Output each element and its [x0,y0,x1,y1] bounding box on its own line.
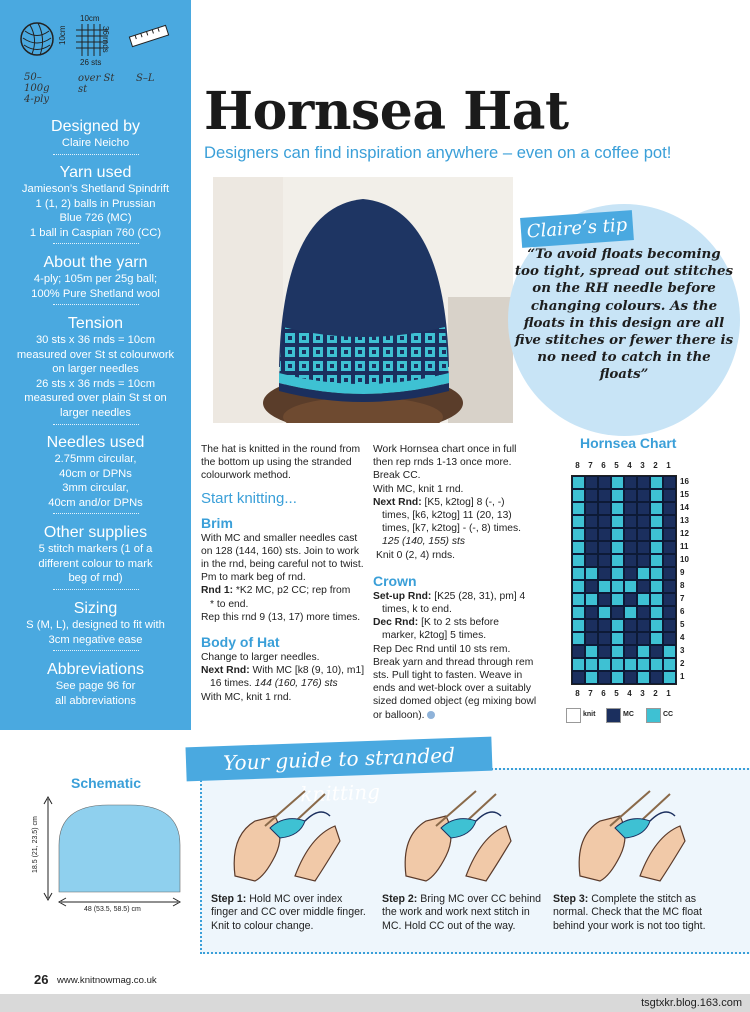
step-1 [211,893,371,933]
chart-cell [598,619,611,632]
chart-cell [624,645,637,658]
chart-cell [624,606,637,619]
next-rnd-line [201,664,367,677]
chart-cell [585,489,598,502]
chart-cell [611,580,624,593]
other-supplies-line: 5 stitch markers (1 of a [38,543,153,555]
chart-col-label: 7 [588,461,593,470]
needles-section [0,433,191,514]
rnd1-cont: * to end. [210,598,249,610]
chart-cell [585,645,598,658]
chart-cell [624,593,637,606]
dec-label: Dec Rnd: [373,617,419,629]
rnd1-line [201,584,367,597]
chart-cell [598,593,611,606]
gauge-width: 10cm [80,14,100,23]
gauge-sts: 26 sts [80,58,102,67]
chart-row-label: 8 [680,581,685,590]
chart-cell [572,502,585,515]
chart-cell [650,593,663,606]
legend-swatch-knit [566,708,581,723]
chart-cell [572,489,585,502]
chart-cell [598,528,611,541]
chart-cell [572,658,585,671]
handwritten-over: over St st [78,73,115,95]
chart-cell [637,593,650,606]
hat-photo [213,177,513,423]
chart-col-label: 6 [601,461,606,470]
chart-cell [585,632,598,645]
step-3-text: Complete the stitch as normal. Check that the MC float behind your work is not too tight. [553,893,706,932]
rep-dec: Rep Dec Rnd until 10 sts rem. [373,643,511,655]
step-3 [553,893,721,933]
yarn-line: 1 (1, 2) balls in Prussian [35,197,156,210]
handwritten-weight: 50–100g 4-ply [24,72,50,105]
chart-cell [572,593,585,606]
divider [53,154,139,155]
brim-heading: Brim [201,514,233,531]
chart-row-label: 16 [680,477,689,486]
chart-cell [598,489,611,502]
chart-cell [585,619,598,632]
needles-line: 3mm circular, [62,482,129,495]
about-yarn-line: 4-ply; 105m per 25g ball; [33,273,158,285]
abbreviations-line: all abbreviations [55,694,136,707]
next-rnd-sts: 144 (160, 176) sts [254,678,338,690]
chart-cell [650,554,663,567]
chart-cell [598,658,611,671]
next-rnd-line-2 [373,496,539,509]
chart-cell [637,515,650,528]
setup-text: [K25 (28, 31), pm] 4 [434,590,526,602]
step-3-illustration [570,786,690,886]
tension-line: measured over St st colourwork [16,348,175,361]
footer-bar [0,994,750,1012]
website-link[interactable]: www.knitnowmag.co.uk [57,975,157,986]
chart-cell [572,580,585,593]
step-2-illustration [396,786,516,886]
chart-cell [637,554,650,567]
chart-cell [624,619,637,632]
chart-cell [572,554,585,567]
finish-text [373,656,539,722]
legend-label-knit: knit [583,711,596,718]
about-yarn-heading: About the yarn [43,254,148,271]
chart-cell [637,528,650,541]
chart-cell [611,528,624,541]
chart-cell [663,606,676,619]
chart-row-label: 5 [680,620,685,629]
chart-cell [663,489,676,502]
chart-cell [611,502,624,515]
chart-cell [611,476,624,489]
yarn-line: Blue 726 (MC) [59,212,132,225]
chart-cell [663,541,676,554]
chart-cell [572,645,585,658]
tension-line: measured over plain St st on [24,392,167,405]
chart-cell [650,541,663,554]
chart-cell [637,567,650,580]
chart-cell [572,619,585,632]
page-subtitle: Designers can find inspiration anywhere – even on a coffee pot! [204,143,672,162]
ruler-icon [128,24,170,48]
chart-cell [663,567,676,580]
chart-cell [611,593,624,606]
sidebar [0,0,191,730]
abbreviations-heading: Abbreviations [47,661,144,678]
step-1-text: Hold MC over index finger and CC over middle finger. Knit to colour change. [211,893,366,932]
chart-legend [566,707,706,723]
chart-cell [611,606,624,619]
crown-heading: Crown [373,572,417,589]
other-supplies-heading: Other supplies [43,524,148,541]
chart-row-label: 7 [680,594,685,603]
chart-cell [572,567,585,580]
chart-cell [650,476,663,489]
next-rnd-l3: times, [k7, k2tog] - (-, 8) times. [382,523,522,535]
chart-cell [572,606,585,619]
legend-swatch-cc [646,708,661,723]
chart-cell [624,476,637,489]
next-rnd-label: Next Rnd: [201,665,250,677]
next-rnd-sts-line [373,535,539,548]
sizing-line: S (M, L), designed to fit with [26,619,165,631]
chart-cell [624,580,637,593]
chart-cell [624,567,637,580]
chart-col-label: 2 [653,461,658,470]
end-bullet-icon [427,711,435,719]
handwritten-size: S–L [136,73,155,84]
rnd1-text: *K2 MC, p2 CC; rep from [235,585,351,597]
divider [53,424,139,425]
rnd1-label: Rnd 1: [201,585,234,597]
intro-text: The hat is knitted in the round from the bottom up using the stranded colourwork method. [201,444,361,482]
chart-row-label: 4 [680,633,685,642]
chart-cell [663,580,676,593]
chart-cell [611,554,624,567]
abbreviations-section [0,660,191,708]
chart-cell [624,502,637,515]
chart-cell [663,658,676,671]
chart-cell [637,541,650,554]
page-title: Hornsea Hat [204,81,569,142]
setup-label: Set-up Rnd: [373,590,432,602]
chart-cell [637,645,650,658]
divider [53,243,139,244]
chart-cell [611,619,624,632]
chart-col-label: 4 [627,689,632,698]
chart-cell [598,554,611,567]
chart-cell [598,671,611,684]
chart-cell [598,541,611,554]
chart-cell [598,606,611,619]
chart-cell [663,476,676,489]
chart-row-label: 9 [680,568,685,577]
chart-cell [624,658,637,671]
body-heading: Body of Hat [201,634,280,651]
chart-cell [585,515,598,528]
chart-cell [624,632,637,645]
chart-cell [637,502,650,515]
chart-cell [650,671,663,684]
knit0: Knit 0 (2, 4) rnds. [376,549,455,561]
chart-cell [624,541,637,554]
next-rnd-text-2: [K5, k2tog] 8 (-, -) [424,496,505,508]
finish-body: Break yarn and thread through rem sts. Pull tight to fasten. Weave in ends and wet-block over a suitably sized domed object (eg mixing bowl or balloon). [373,656,537,721]
chart-row-label: 12 [680,529,689,538]
chart-col-label: 5 [614,461,619,470]
gauge-height: 10cm [58,25,67,45]
chart-cell [637,619,650,632]
chart-cell [585,528,598,541]
chart-cell [624,671,637,684]
chart-row-label: 3 [680,646,685,655]
chart-cell [637,606,650,619]
other-supplies-line: different colour to mark [38,557,153,570]
divider [53,513,139,514]
setup-line [373,590,539,603]
tension-line: 30 sts x 36 rnds = 10cm [35,334,156,346]
chart-cell [598,515,611,528]
legend-label-cc: CC [663,711,674,718]
chart-cell [624,489,637,502]
body-change: Change to larger needles. [201,652,320,664]
chart-cell [585,541,598,554]
legend-label-mc: MC [623,711,634,718]
chart-cell [650,489,663,502]
step-1-illustration [225,786,345,886]
chart-cell [611,567,624,580]
chart-row-label: 15 [680,490,689,499]
divider [53,304,139,305]
schematic-height: 18.5 (21, 23.5) cm [32,816,39,873]
chart-cell [663,528,676,541]
tension-heading: Tension [67,315,124,332]
chart-cell [585,476,598,489]
chart-cell [585,567,598,580]
chart-cell [585,593,598,606]
chart-cell [572,541,585,554]
chart-grid [571,475,677,685]
chart-row-label: 10 [680,555,689,564]
chart-row-label: 6 [680,607,685,616]
chart-cell [585,606,598,619]
chart-row-labels [680,475,696,683]
chart-cell [572,476,585,489]
chart-cell [624,554,637,567]
needles-line: 40cm and/or DPNs [48,496,143,509]
chart-col-labels [571,461,675,471]
break-cc: Break CC. [373,470,421,482]
chart-cell [611,515,624,528]
chart-col-label: 6 [601,689,606,698]
tip-text: “To avoid floats becoming too tight, spread out stitches on the RH needle before changing colours. As the floats in this design are all five stitches or fewer there is no need to catch in the floats” [514,246,734,383]
setup-cont: times, k to end. [382,604,452,616]
schematic-drawing [30,795,190,920]
chart-row-label: 2 [680,659,685,668]
start-knitting-heading: Start knitting... [201,489,297,507]
dec-cont: marker, k2tog] 5 times. [382,630,487,642]
chart-cell [572,671,585,684]
divider [53,589,139,590]
chart-cell [598,580,611,593]
chart-cell [650,606,663,619]
chart-cell [650,515,663,528]
legend-swatch-mc [606,708,621,723]
chart-title: Hornsea Chart [580,435,677,451]
designed-by-section [0,117,191,155]
about-yarn-line: 100% Pure Shetland wool [31,287,160,300]
chart-cell [650,632,663,645]
chart-cell [663,645,676,658]
other-supplies-line: beg of rnd) [68,572,123,585]
tension-line: on larger needles [52,363,139,376]
yarn-line: Jamieson’s Shetland Spindrift [21,183,170,195]
guide-title: Your guide to stranded knitting [185,737,492,782]
chart-cell [663,593,676,606]
schematic-width: 48 (53.5, 58.5) cm [84,906,141,913]
body-end: With MC, knit 1 rnd. [201,691,292,703]
chart-cell [650,528,663,541]
chart-cell [611,489,624,502]
chart-col-label: 8 [575,689,580,698]
column-2 [373,443,539,722]
chart-col-label: 1 [666,461,671,470]
chart-cell [585,658,598,671]
chart-cell [611,658,624,671]
chart-cell [650,580,663,593]
other-supplies-section [0,523,191,590]
chart-cell [598,645,611,658]
chart-cell [585,502,598,515]
chart-cell [663,671,676,684]
sizing-section [0,599,191,651]
chart-cell [611,541,624,554]
abbreviations-line: See page 96 for [55,680,136,692]
page-number: 26 [34,972,49,987]
chart-cell [637,658,650,671]
step-2 [382,893,544,933]
chart-cell [663,502,676,515]
rep-text: Rep this rnd 9 (13, 17) more times. [201,611,361,623]
chart-row-label: 14 [680,503,689,512]
chart-cell [637,489,650,502]
tip-title: Claire’s tip [520,210,634,248]
chart-col-label: 3 [640,461,645,470]
yarn-line: 1 ball in Caspian 760 (CC) [29,226,162,239]
next-rnd-cont [201,677,367,690]
next-rnd-text: With MC [k8 (9, 10), m1] [252,665,365,677]
next-rnd-l2: times, [k6, k2tog] 11 (20, 13) [382,510,512,522]
chart-cell [637,580,650,593]
chart-cell [650,619,663,632]
chart-cell [572,528,585,541]
chart-row-label: 1 [680,672,685,681]
chart-cell [650,502,663,515]
tension-line: larger needles [60,406,131,419]
chart-col-label: 4 [627,461,632,470]
needles-line: 40cm or DPNs [59,467,132,480]
chart-cell [624,515,637,528]
needles-line: 2.75mm circular, [54,453,137,465]
chart-cell [624,528,637,541]
chart-cell [572,632,585,645]
yarn-ball-icon [18,20,56,58]
chart-col-label: 1 [666,689,671,698]
chart-cell [585,671,598,684]
dec-text: [K to 2 sts before [421,617,499,629]
chart-cell [663,632,676,645]
chart-cell [650,567,663,580]
chart-col-label: 5 [614,689,619,698]
chart-cell [663,515,676,528]
gauge-rows: 36 rnds [101,26,110,53]
about-yarn-section [0,253,191,305]
chart-cell [611,632,624,645]
chart-col-label: 8 [575,461,580,470]
chart-cell [663,619,676,632]
sizing-heading: Sizing [73,600,118,617]
chart-cell [598,632,611,645]
next-rnd-times: 16 times. [210,678,252,690]
chart-cell [650,658,663,671]
step-2-text: Bring MC over CC behind the work and work next stitch in MC. Hold CC out of the way. [382,893,541,932]
next-rnd-sts-2: 125 (140, 155) sts [382,536,465,548]
chart-col-labels-bottom [571,689,675,699]
chart-cell [650,645,663,658]
chart-cell [637,671,650,684]
chart-cell [611,645,624,658]
chart-cell [585,554,598,567]
chart-col-label: 3 [640,689,645,698]
tension-line: 26 sts x 36 rnds = 10cm [35,377,156,390]
yarn-used-heading: Yarn used [59,164,132,181]
chart-cell [572,515,585,528]
designed-by-heading: Designed by [51,118,140,135]
chart-col-label: 2 [653,689,658,698]
tension-section [0,314,191,425]
column-1 [201,443,367,704]
step-3-label: Step 3: [553,893,589,905]
chart-cell [598,567,611,580]
divider [53,650,139,651]
step-2-label: Step 2: [382,893,418,905]
yarn-used-section [0,163,191,244]
chart-row-label: 11 [680,542,689,551]
with-mc: With MC, knit 1 rnd. [373,483,464,495]
credit-text: tsgtxkr.blog.163.com [641,997,742,1009]
sizing-line: 3cm negative ease [48,633,143,646]
needles-heading: Needles used [46,434,145,451]
work-chart: Work Hornsea chart once in full then rep rnds 1-13 once more. [373,444,517,469]
schematic-title: Schematic [71,775,142,791]
chart-col-label: 7 [588,689,593,698]
chart-cell [598,502,611,515]
chart-cell [637,632,650,645]
chart-cell [663,554,676,567]
dec-line [373,616,539,629]
chart-cell [598,476,611,489]
chart-cell [611,671,624,684]
chart-cell [637,476,650,489]
chart-cell [585,580,598,593]
chart-row-label: 13 [680,516,689,525]
brim-text: With MC and smaller needles cast on 128 (144, 160) sts. Join to work in the rnd, being careful not to twist. Pm to mark beg of rnd. [201,532,364,584]
designer-name: Claire Neicho [61,137,130,149]
next-rnd-label-2: Next Rnd: [373,496,422,508]
step-1-label: Step 1: [211,893,247,905]
